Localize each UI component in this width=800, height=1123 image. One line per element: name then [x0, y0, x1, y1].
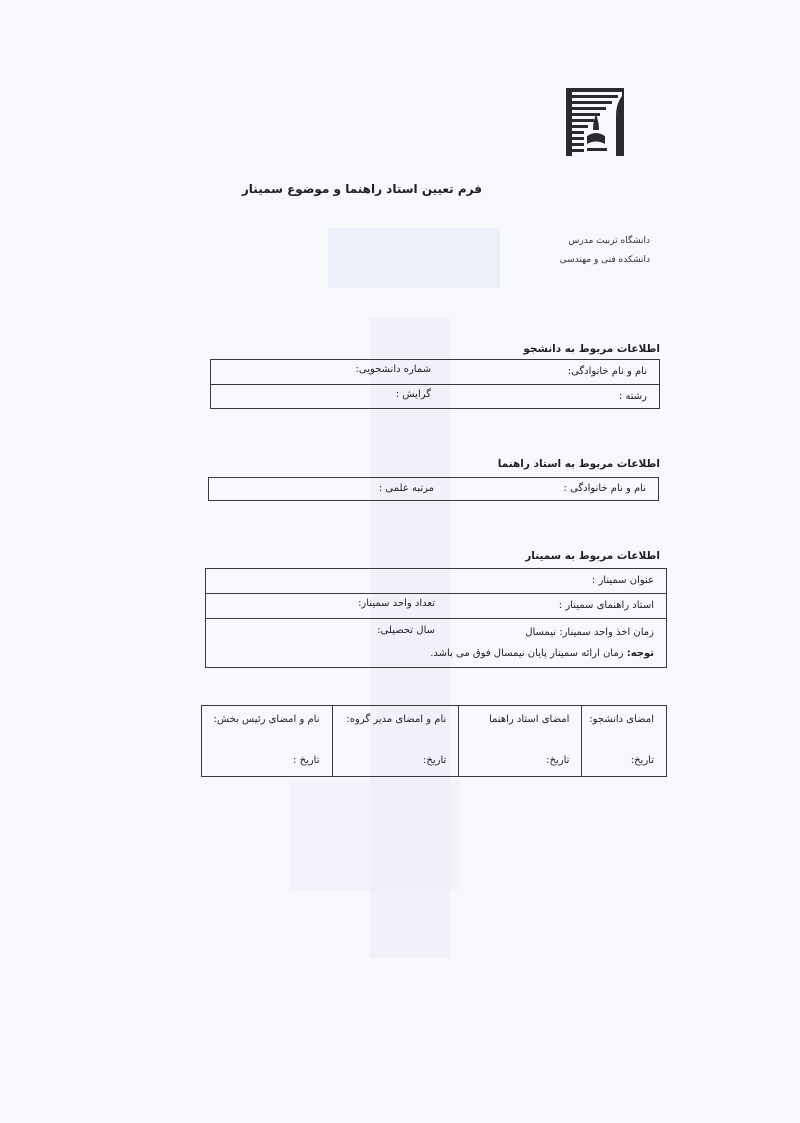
advisor-signature-label: امضای استاد راهنما: [488, 714, 570, 725]
note-label: توجه:: [626, 648, 654, 659]
student-signature-cell[interactable]: [582, 706, 667, 777]
seminar-advisor-row: [206, 594, 667, 619]
seminar-topic-label[interactable]: عنوان سمینار :: [591, 575, 654, 586]
specialization-label[interactable]: گرایش :: [395, 389, 431, 400]
dept-head-date-label: تاریخ :: [293, 755, 320, 766]
bleed-through-top: [328, 228, 500, 288]
seminar-semester-label[interactable]: زمان اخذ واحد سمینار: نیمسال: [525, 627, 654, 638]
student-date-label: تاریخ:: [630, 755, 654, 766]
student-section-title: اطلاعات مربوط به دانشجو: [523, 343, 660, 355]
faculty-name: دانشکده فنی و مهندسی: [559, 255, 650, 265]
dept-head-signature-cell[interactable]: [202, 706, 333, 777]
seminar-advisor-label[interactable]: استاد راهنمای سمینار :: [558, 600, 654, 611]
student-signature-label: امضای دانشجو:: [589, 714, 654, 725]
university-logo-icon: [566, 86, 626, 158]
advisor-info-table: [208, 477, 659, 501]
group-head-signature-cell[interactable]: [332, 706, 459, 777]
note-text: زمان ارائه سمینار پایان نیمسال فوق می باشد.: [430, 648, 624, 659]
advisor-name-label[interactable]: نام و نام خانوادگی :: [563, 483, 646, 494]
academic-year-label[interactable]: سال تحصیلی:: [377, 625, 435, 636]
advisor-section-title: اطلاعات مربوط به استاد راهنما: [497, 458, 660, 470]
seminar-units-label[interactable]: تعداد واحد سمینار:: [358, 598, 435, 609]
student-info-table: [210, 359, 660, 409]
dept-head-signature-label: نام و امضای رئیس بخش:: [213, 714, 320, 725]
student-info-row: [211, 360, 660, 385]
advisor-info-row: [209, 478, 659, 501]
seminar-topic-row: [206, 569, 667, 594]
student-field-row: [211, 385, 660, 409]
seminar-timing-row: [206, 619, 667, 668]
bleed-through-base: [290, 780, 460, 890]
advisor-signature-cell[interactable]: [459, 706, 582, 777]
seminar-note: [430, 648, 654, 659]
seminar-section-title: اطلاعات مربوط به سمینار: [525, 550, 660, 562]
student-name-label[interactable]: نام و نام خانوادگی:: [567, 366, 647, 377]
university-name: دانشگاه تربیت مدرس: [568, 236, 650, 246]
university-logo: [566, 86, 626, 158]
form-title: فرم تعیین استاد راهنما و موضوع سمینار: [241, 182, 482, 196]
seminar-info-table: [205, 568, 667, 668]
group-head-signature-label: نام و امضای مدیر گروه:: [346, 714, 447, 725]
advisor-date-label: تاریخ:: [546, 755, 570, 766]
student-id-label[interactable]: شماره دانشجویی:: [355, 364, 431, 375]
academic-rank-label[interactable]: مرتبه علمی :: [378, 483, 434, 494]
signatures-table: [201, 705, 667, 777]
field-label[interactable]: رشته :: [618, 391, 647, 402]
group-head-date-label: تاریخ:: [423, 755, 447, 766]
